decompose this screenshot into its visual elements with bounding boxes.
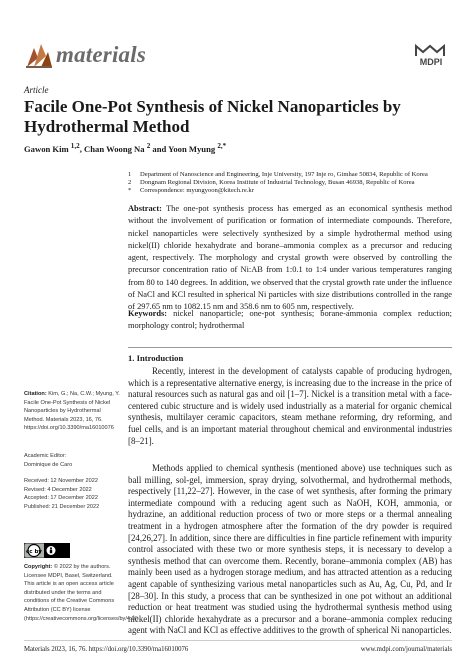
citation-text[interactable]: Kim, G.; Na, C.W.; Myung, Y. Facile One-Pot Synthesis of Nickel Nanoparticles by Hydrothermal Method. Materials 2023, 16, 76. https://doi.org/10.3390/ma16010076 — [24, 391, 120, 432]
footer-journal-url[interactable]: www.mdpi.com/journal/materials — [360, 646, 452, 653]
mdpi-logo-icon — [412, 42, 450, 57]
intro-paragraph-2: Methods applied to chemical synthesis (mentioned above) use techniques such as ball milling, sol-gel, immersion, spray drying, solvothermal, and hydrothermal methods, respectively [11,22–27]. However, in the case of wet synthesis, after forming the primary intermediate compound with a reducing agent such as NaOH, KOH, ammonia, or hydrazine, an additional reduction process of two or more steps or a thermal annealing treatment in a hydrogen atmosphere after the formation of the dry powder is required [24,26,27]. In addition, since there are difficulties in fine particle refinement with impurity control associated with these two or more synthesis steps, it is necessary to develop a synthesis method that can overcome them. Recently, borane–ammonia complex (AB) has mainly been used as a hydrogen storage medium, and has attracted attention as a reducing agent capable of synthesizing various metal nanoparticles such as Au, Ag, Cu, Pd, and Ir [28–30]. In this study, a process that can be synthesized in one pot without an additional reduction or heat treatment was studied using the hydrothermal synthesis method using nickel(II) chloride hexahydrate as a precursor and a borane–ammonia complex reducing agent with NaCl and KCl as effective additives to the growth of spherical Ni nanoparticles. — [128, 463, 452, 636]
author-1[interactable]: Gawon Kim $^{1,2}$ — [24, 142, 80, 154]
affiliation-2: 2 Dongnam Regional Division, Korea Institute of Industrial Technology, Busan 46938, Republic of Korea — [128, 179, 415, 186]
title-line-2: Hydrothermal Method — [24, 117, 190, 136]
abstract — [128, 203, 452, 314]
cc-by-license-icon[interactable] — [24, 543, 70, 558]
editor-name: Dominique de Caro — [24, 461, 73, 468]
keywords — [128, 308, 452, 333]
mdpi-wordmark: MDPI — [419, 57, 443, 67]
materials-logo-icon — [24, 40, 54, 70]
author-list: Gawon Kim $^{1,2}$, Chan Woong Na $^2$ and Yoon Myung $^{2,*}$ — [24, 142, 227, 154]
section-divider — [128, 347, 452, 348]
article-title — [24, 97, 454, 137]
author-2[interactable]: Chan Woong Na $^2$ — [84, 142, 151, 154]
article-type: Article — [24, 85, 49, 95]
section-heading: 1. Introduction — [128, 353, 184, 363]
copyright-text: © 2022 by the authors. Licensee MDPI, Basel, Switzerland. This article is an open access article distributed under the terms and conditions of the Creative Commons Attribution (CC BY) license (https://creativecommons.org/licenses/by/4.0/). — [24, 564, 140, 622]
editor-label: Academic Editor: — [24, 453, 67, 459]
journal-name[interactable]: materials — [56, 42, 146, 67]
received-date: Received: 12 November 2022 — [24, 478, 99, 484]
abstract-label: Abstract: — [128, 204, 162, 213]
citation-block — [24, 390, 120, 433]
citation-label: Citation: — [24, 391, 47, 397]
revised-date: Revised: 4 December 2022 — [24, 486, 92, 493]
copyright-block — [24, 563, 140, 623]
footer-citation[interactable]: Materials 2023, 16, 76. https://doi.org/10.3390/ma16010076 — [24, 646, 189, 653]
correspondence: * Correspondence: myungyoon@kitech.re.kr — [128, 187, 254, 194]
accepted-date: Accepted: 17 December 2022 — [24, 495, 99, 502]
keywords-label: Keywords: — [128, 309, 168, 318]
copyright-label: Copyright: — [24, 564, 53, 570]
keywords-text: nickel nanoparticle; one-pot synthesis; borane-ammonia complex reduction; morphology control; hydrothermal — [128, 309, 452, 331]
cc-badge-text: cc by — [26, 548, 42, 555]
publication-dates — [24, 477, 120, 511]
published-date: Published: 21 December 2022 — [24, 503, 100, 510]
footer-rule — [24, 640, 452, 641]
intro-paragraph-1: Recently, interest in the development of catalysts capable of producing hydrogen, which is a representative alternative energy, is increasing due to the increase in the price of natural resources such as natural gas and oil [1–7]. Nickel is a transition metal with a face-centered cubic structure and is widely used industrially as a material for organic chemical synthesis, multilayer ceramic capacitors, steam methane reforming, dry reforming, and fuel cells, and is an important material throughout chemical and environmental industries [8–21]. — [128, 366, 452, 446]
abstract-text: The one-pot synthesis process has emerged as an economical synthesis method without the involvement of purification or formation of intermediate compounds. Therefore, nickel nanoparticles were selectively synthesized by a simple hydrothermal method using nickel(II) chloride hexahydrate and borane–ammonia complex as a precursor and reducing agent, respectively. The morphology and crystal growth were observed by controlling the precursor concentration ratio of Ni:AB from 1:0.1 to 1:4 under various temperatures ranging from 80 to 140 degrees. In addition, we observed that the crystal growth rate under the influence of NaCl and KCl resulted in spherical Ni particles with size distributions controlled in the range of 297.65 nm to 1082.15 nm and 358.6 nm to 605 nm, respectively. — [128, 204, 452, 312]
academic-editor — [24, 452, 120, 469]
affiliation-1: 1 Department of Nanoscience and Engineering, Inje University, 197 Inje ro, Gimhae 50834, Republic of Korea — [128, 171, 428, 178]
title-line-1: Facile One-Pot Synthesis of Nickel Nanoparticles by — [24, 97, 401, 116]
mdpi-logo[interactable] — [412, 42, 450, 68]
author-3[interactable]: Yoon Myung $^{2,*}$ — [168, 142, 227, 154]
